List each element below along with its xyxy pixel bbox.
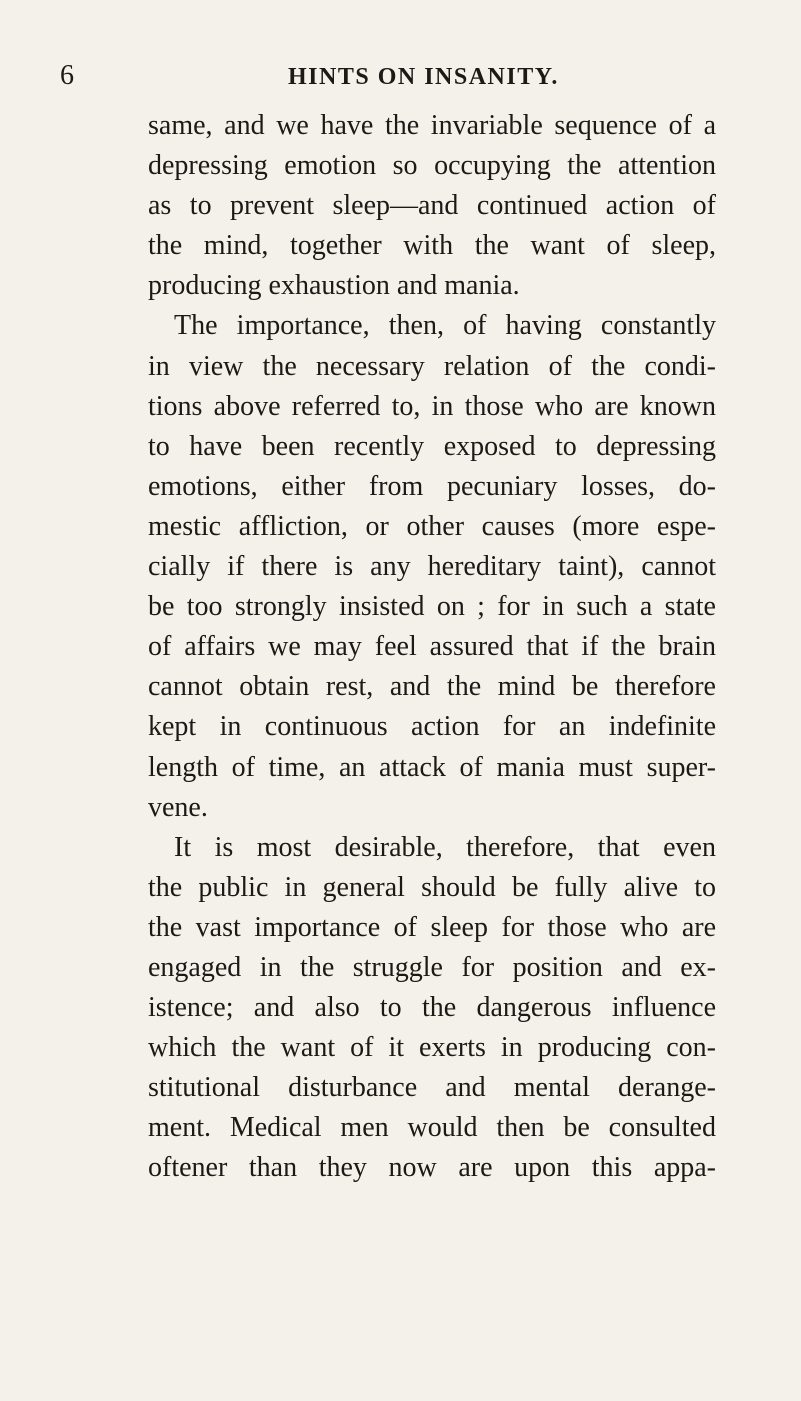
paragraph	[148, 306, 716, 827]
text-line: engaged in the struggle for position and ex-	[148, 951, 716, 983]
paragraph	[148, 106, 716, 306]
text-line: vene.	[148, 791, 208, 823]
text-line: mestic affliction, or other causes (more espe-	[148, 510, 716, 542]
running-title: HINTS ON INSANITY.	[288, 64, 559, 90]
running-head	[60, 56, 720, 96]
text-line: in view the necessary relation of the condi-	[148, 350, 716, 382]
text-line: emotions, either from pecuniary losses, do-	[148, 470, 716, 502]
text-line: It is most desirable, therefore, that even	[174, 831, 716, 863]
text-line: cially if there is any hereditary taint), cannot	[148, 551, 716, 583]
text-line: of affairs we may feel assured that if the brain	[148, 631, 716, 663]
text-line: oftener than they now are upon this appa-	[148, 1152, 716, 1184]
text-line: depressing emotion so occupying the attention	[148, 150, 716, 182]
text-line: the public in general should be fully alive to	[148, 871, 716, 903]
text-line: the mind, together with the want of sleep,	[148, 230, 716, 262]
text-line: The importance, then, of having constantly	[174, 310, 716, 342]
text-line: same, and we have the invariable sequence of a	[148, 110, 716, 141]
text-line: as to prevent sleep—and continued action of	[148, 190, 716, 222]
text-line: istence; and also to the dangerous influence	[148, 992, 716, 1024]
text-line: tions above referred to, in those who are known	[148, 390, 716, 422]
text-line: producing exhaustion and mania.	[148, 270, 520, 302]
text-line: to have been recently exposed to depressing	[148, 430, 716, 462]
text-line: be too strongly insisted on ; for in such a state	[148, 591, 716, 623]
page-number: 6	[60, 60, 74, 91]
text-line: stitutional disturbance and mental derange-	[148, 1072, 716, 1104]
paragraph	[148, 828, 716, 1189]
text-line: cannot obtain rest, and the mind be therefore	[148, 671, 716, 703]
text-line: the vast importance of sleep for those who are	[148, 911, 716, 943]
body-text	[148, 106, 716, 1189]
text-line: ment. Medical men would then be consulted	[148, 1112, 716, 1144]
text-line: which the want of it exerts in producing con-	[148, 1032, 716, 1064]
text-line: kept in continuous action for an indefinite	[148, 711, 716, 743]
text-line: length of time, an attack of mania must super-	[148, 751, 716, 783]
